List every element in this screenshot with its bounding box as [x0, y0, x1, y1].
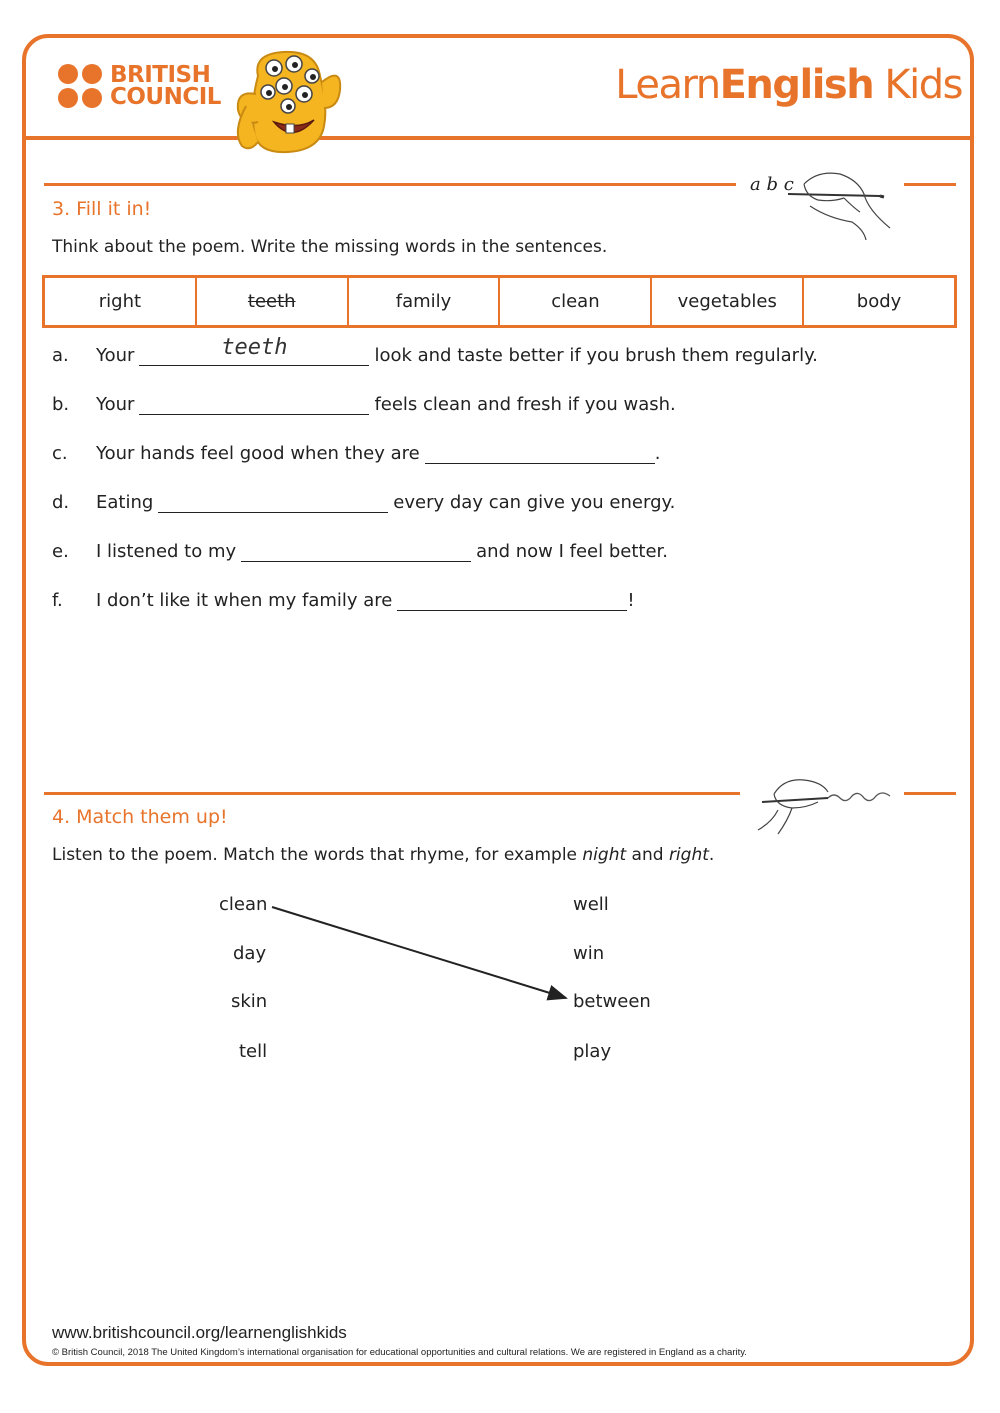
sentence-letter: b.	[52, 394, 70, 415]
sentence-after: every day can give you energy.	[393, 492, 676, 513]
sentence-after: .	[654, 443, 661, 464]
footer-url[interactable]: www.britishcouncil.org/learnenglishkids	[52, 1323, 347, 1342]
sentence-letter: e.	[52, 541, 69, 562]
bc-logo-line2: COUNCIL	[110, 84, 221, 110]
hand-letters: a b c	[750, 174, 794, 195]
section3-instruction: Think about the poem. Write the missing words in the sentences.	[52, 237, 608, 257]
match-left-word[interactable]: clean	[219, 894, 268, 915]
sentence-before: Your	[96, 345, 135, 366]
word-bank-item: vegetables	[652, 278, 804, 325]
match-right-word[interactable]: well	[573, 894, 609, 915]
section3-title: 3. Fill it in!	[52, 198, 152, 220]
match-left-word[interactable]: day	[233, 943, 267, 964]
match-right-word[interactable]: between	[573, 991, 651, 1012]
word-bank-item: body	[856, 291, 902, 312]
example-word-1: night	[582, 845, 627, 865]
instruction-text: and	[626, 845, 669, 865]
match-left-word[interactable]: tell	[239, 1041, 268, 1062]
instruction-text: .	[708, 845, 715, 865]
section4-title: 4. Match them up!	[52, 806, 228, 828]
sentence-before: Eating	[96, 492, 154, 513]
sentence-after: feels clean and fresh if you wash.	[374, 394, 676, 415]
sentence-letter: c.	[52, 443, 68, 464]
instruction-text: Listen to the poem. Match the words that rhyme, for example	[52, 845, 583, 865]
word-bank-item: right	[45, 278, 197, 325]
lek-learn: Learn	[615, 62, 720, 108]
sentence-letter: d.	[52, 492, 70, 513]
sentence-before: Your	[96, 394, 135, 415]
match-left-word[interactable]: skin	[231, 991, 268, 1012]
match-arrow	[272, 907, 566, 998]
answer-text: teeth	[221, 335, 288, 360]
word-bank-item: clean	[500, 278, 652, 325]
example-word-2: right	[668, 845, 709, 865]
sentence-after: !	[627, 590, 635, 611]
lek-kids: Kids	[873, 62, 962, 108]
word-bank-item: family	[349, 278, 501, 325]
sentence-after: look and taste better if you brush them regularly.	[374, 345, 818, 366]
sentence-letter: f.	[52, 590, 63, 611]
sentence-after: and now I feel better.	[476, 541, 669, 562]
footer-copyright: © British Council, 2018 The United Kingdom’s international organisation for educational opportunities and cultural relations. We are registered in England as a charity.	[52, 1347, 747, 1358]
word-bank-item-struck: teeth	[197, 278, 349, 325]
match-right-word[interactable]: win	[573, 943, 605, 964]
bc-logo-line1: BRITISH	[110, 62, 211, 88]
sentence-letter: a.	[52, 345, 69, 366]
sentence-before: Your hands feel good when they are	[96, 443, 420, 464]
sentence-before: I listened to my	[96, 541, 237, 562]
lek-english: English	[719, 62, 874, 108]
match-right-word[interactable]: play	[573, 1041, 612, 1062]
sentence-before: I don’t like it when my family are	[96, 590, 393, 611]
